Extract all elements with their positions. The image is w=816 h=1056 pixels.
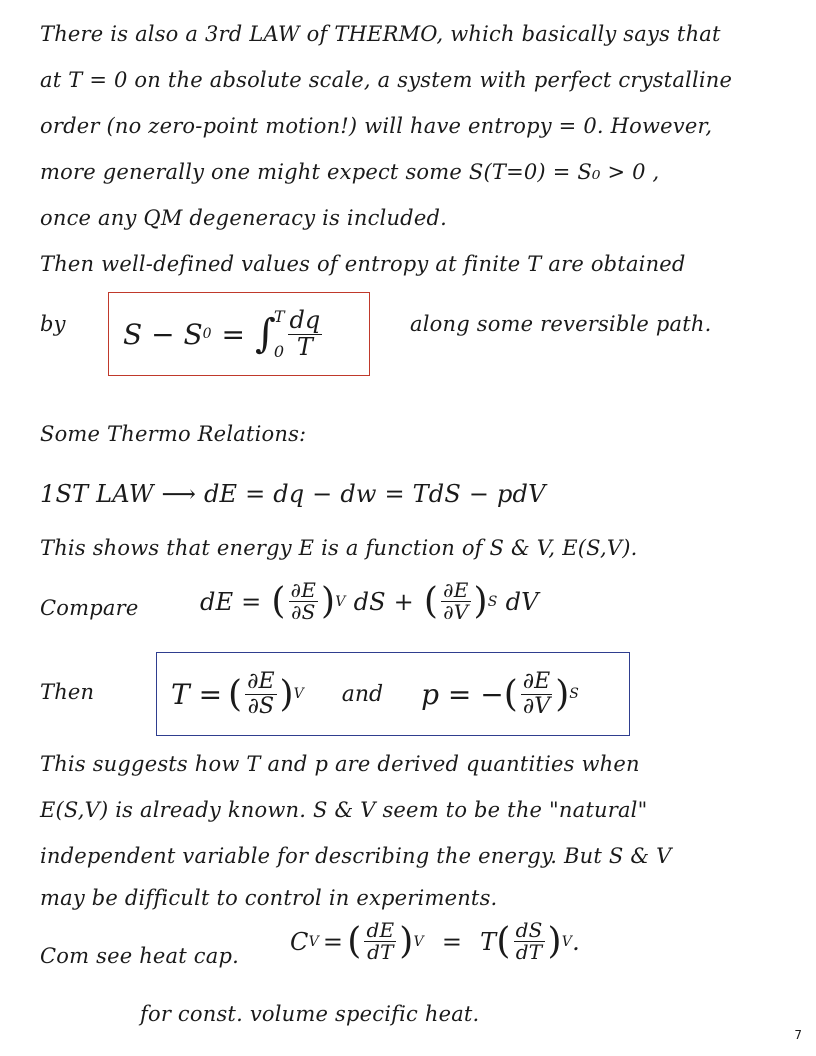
dq-over-T — [288, 308, 323, 359]
dE-dV-fraction: $\frac{\partial E}{\partial V}$ — [443, 578, 469, 624]
p-eq: p = − — [421, 677, 504, 711]
dE-dT-fraction: $\frac{dE}{dT}$ — [366, 918, 395, 964]
text-line-5: once any QM degeneracy is included. — [40, 206, 447, 230]
integral-sign: ∫ — [255, 311, 276, 357]
compare-equation: dE = ( $\frac{\partial E}{\partial S}$ ) V dS + ( $\frac{\partial E}{\partial V}$ ) S dV — [200, 578, 539, 624]
first-law-line: 1ST LAW ⟶ dE = dq − dw = TdS − pdV — [40, 480, 546, 508]
entropy-formula-box — [108, 292, 370, 376]
text-line-15: independent variable for describing the energy. But S & V — [40, 844, 672, 868]
compare-label: Compare — [40, 596, 139, 620]
text-line-16: may be difficult to control in experiments. — [40, 886, 498, 910]
text-line-18: for const. volume specific heat. — [140, 1002, 480, 1026]
page-number: 7 — [794, 1028, 802, 1042]
dE-dS-fraction: $\frac{\partial E}{\partial S}$ — [290, 578, 317, 624]
entropy-eq: = — [221, 317, 246, 351]
and-word: and — [341, 681, 384, 707]
text-line-1: There is also a 3rd LAW of THERMO, which basically says that — [40, 22, 721, 46]
compare-lhs: dE = — [200, 587, 262, 616]
cv-lhs: C — [290, 927, 309, 956]
T-and-p-box: T = ( $\frac{\partial E}{\partial S}$ ) V and p = − ( $\frac{\partial E}{\partial V}$ ) S — [156, 652, 630, 736]
entropy-lhs: S − S — [123, 317, 203, 351]
dq: dq — [289, 306, 321, 335]
heat-cap-label: Com see heat cap. — [40, 944, 239, 968]
entropy-sub: 0 — [202, 326, 212, 342]
integral-upper: T — [273, 306, 285, 326]
text-line-3: order (no zero-point motion!) will have entropy = 0. However, — [40, 114, 713, 138]
heat-cap-equation: C V = ( $\frac{dE}{dT}$ ) V = T ( $\frac{dS}{dT}$ ) V . — [290, 918, 580, 964]
T-eq: T = — [171, 677, 223, 711]
integral-lower: 0 — [273, 342, 285, 361]
text-line-7-prefix: by — [40, 312, 66, 336]
text-line-13: This suggests how T and p are derived quantities when — [40, 752, 640, 776]
text-line-10: This shows that energy E is a function of S & V, E(S,V). — [40, 536, 638, 560]
text-line-7-suffix: along some reversible path. — [410, 312, 712, 336]
p-derivative: $\frac{\partial E}{\partial V}$ — [522, 669, 551, 719]
dS-dT-fraction: $\frac{dS}{dT}$ — [515, 918, 543, 964]
text-line-2: at T = 0 on the absolute scale, a system with perfect crystalline — [40, 68, 733, 92]
then-label: Then — [40, 680, 95, 704]
T-denominator: T — [296, 332, 313, 361]
text-line-6: Then well-defined values of entropy at finite T are obtained — [40, 252, 686, 276]
text-line-14: E(S,V) is already known. S & V seem to be the "natural" — [40, 798, 648, 822]
text-line-4: more generally one might expect some S(T=0) = S₀ > 0 , — [40, 160, 660, 184]
T-derivative: $\frac{\partial E}{\partial S}$ — [247, 669, 275, 719]
section-heading: Some Thermo Relations: — [40, 422, 307, 446]
integral — [255, 299, 285, 369]
